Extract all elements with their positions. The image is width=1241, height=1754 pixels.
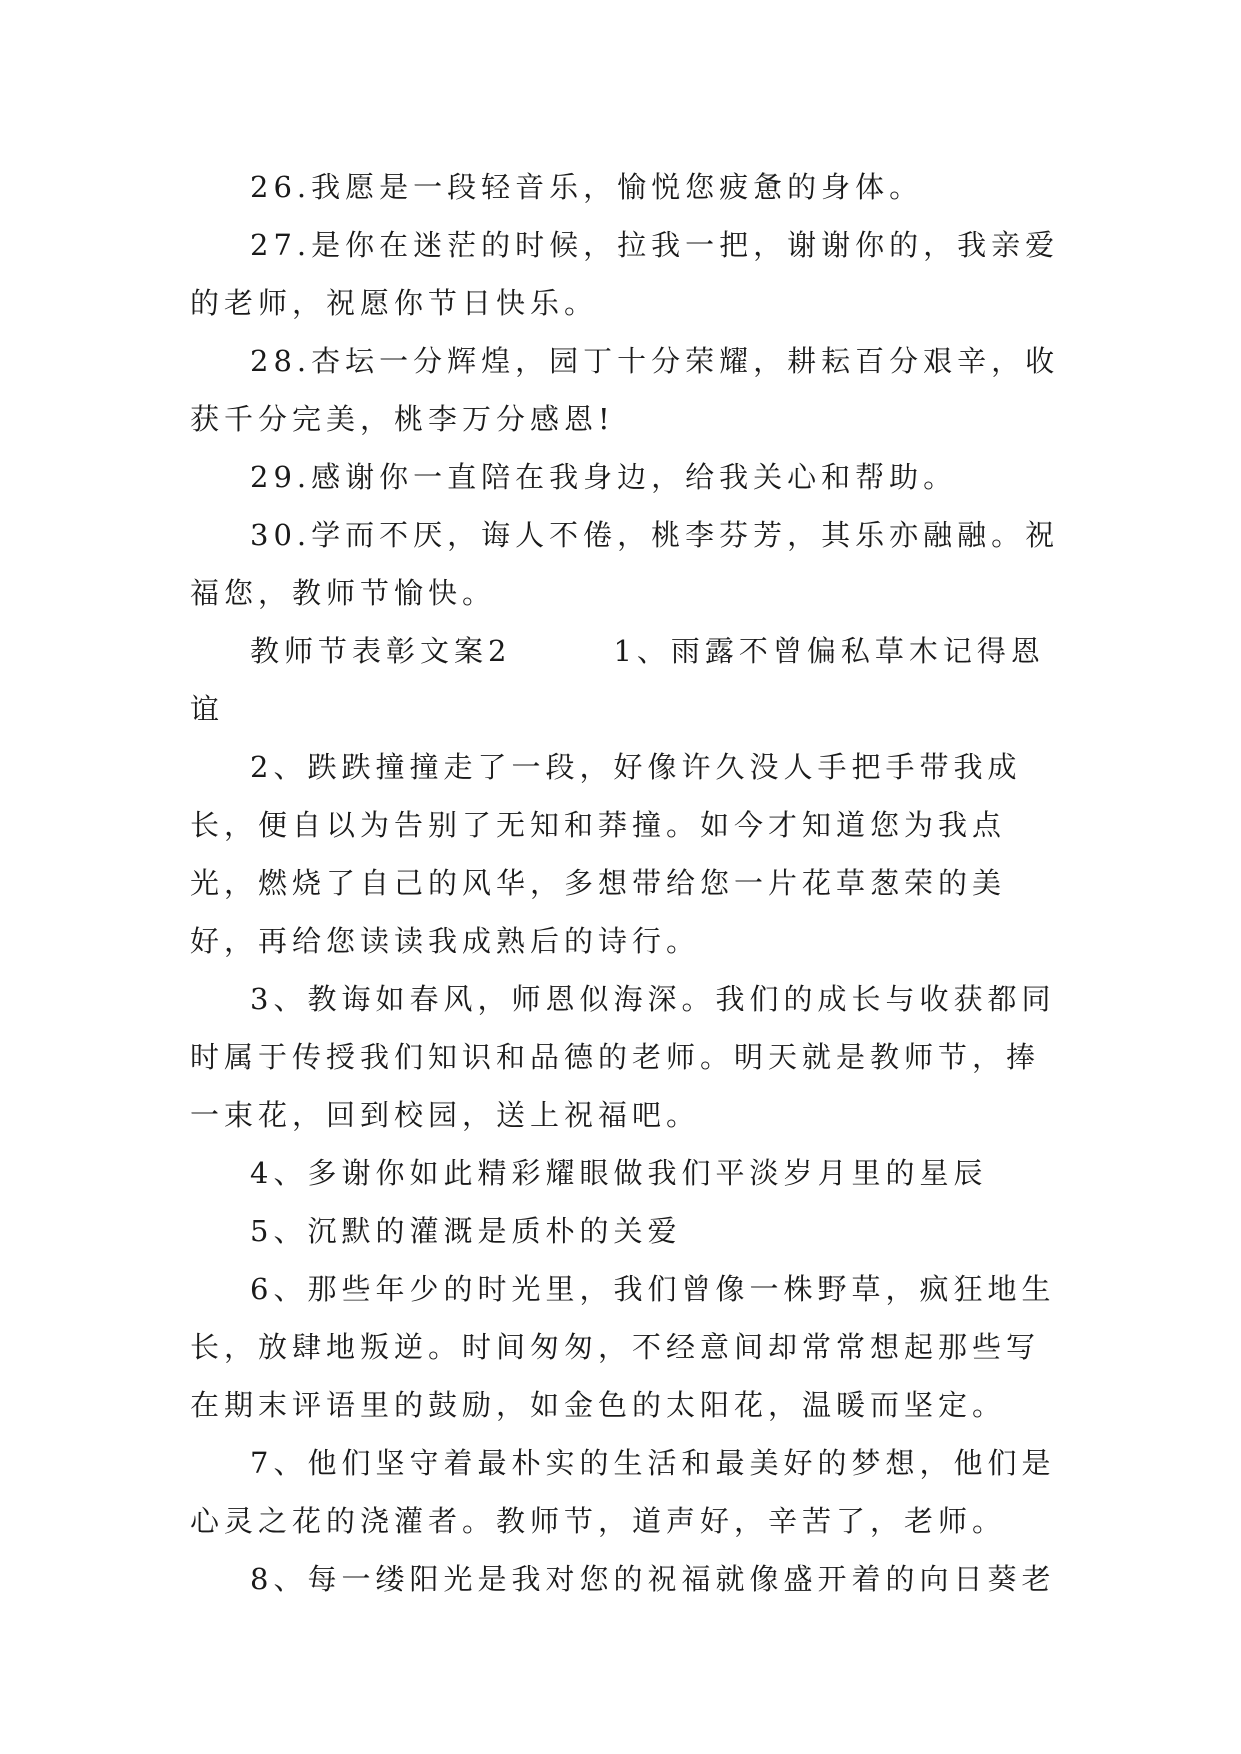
list-item-7: 7、他们坚守着最朴实的生活和最美好的梦想，他们是心灵之花的浇灌者。教师节，道声好，辛苦了，老师。 <box>190 1446 1056 1538</box>
list-item-8: 8、每一缕阳光是我对您的祝福就像盛开着的向日葵老 <box>250 1562 1056 1596</box>
paragraph-28: 28.杏坛一分辉煌，园丁十分荣耀，耕耘百分艰辛，收获千分完美，桃李万分感恩! <box>190 344 1060 436</box>
list-item-5: 5、沉默的灌溉是质朴的关爱 <box>250 1214 682 1248</box>
paragraph-26: 26.我愿是一段轻音乐，愉悦您疲惫的身体。 <box>250 170 924 204</box>
section-heading-and-item-1: 教师节表彰文案2 1、雨露不曾偏私草木记得恩谊 <box>190 634 1045 726</box>
document-body <box>190 158 1070 1608</box>
list-item-2: 2、跌跌撞撞走了一段，好像许久没人手把手带我成长，便自以为告别了无知和莽撞。如今才知道您为我点光，燃烧了自己的风华，多想带给您一片花草葱荣的美好，再给您读读我成熟后的诗行。 <box>190 750 1022 958</box>
paragraph-29: 29.感谢你一直陪在我身边，给我关心和帮助。 <box>250 460 958 494</box>
paragraph-27: 27.是你在迷茫的时候，拉我一把，谢谢你的，我亲爱的老师，祝愿你节日快乐。 <box>190 228 1060 320</box>
list-item-4: 4、多谢你如此精彩耀眼做我们平淡岁月里的星辰 <box>250 1156 988 1190</box>
list-item-6: 6、那些年少的时光里，我们曾像一株野草，疯狂地生长，放肆地叛逆。时间匆匆，不经意间却常常想起那些写在期末评语里的鼓励，如金色的太阳花，温暖而坚定。 <box>190 1272 1056 1422</box>
paragraph-30: 30.学而不厌，诲人不倦，桃李芬芳，其乐亦融融。祝福您，教师节愉快。 <box>190 518 1060 610</box>
list-item-3: 3、教诲如春风，师恩似海深。我们的成长与收获都同时属于传授我们知识和品德的老师。明天就是教师节，捧一束花，回到校园，送上祝福吧。 <box>190 982 1056 1132</box>
